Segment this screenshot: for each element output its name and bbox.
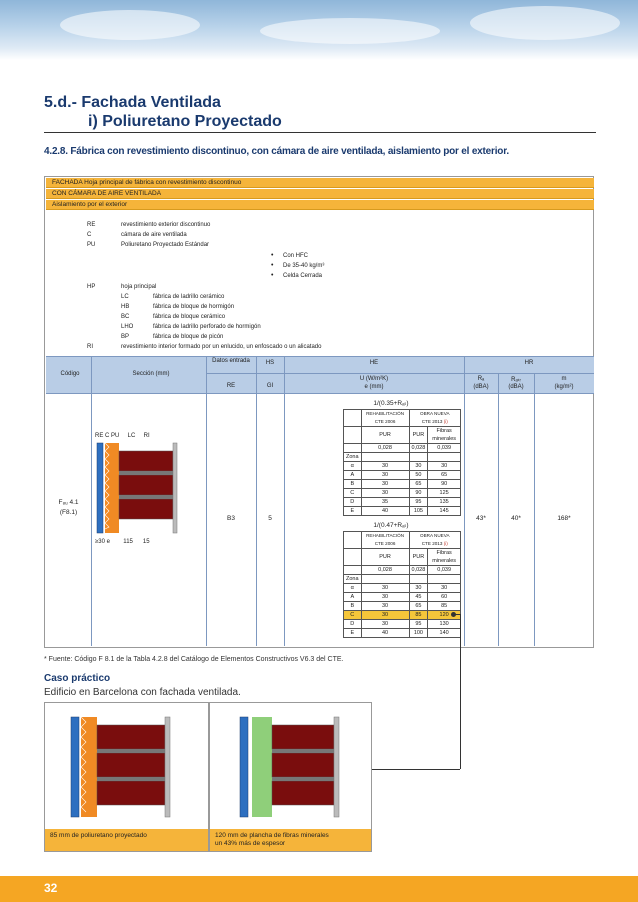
rehab-label: REHABILITACIÓN CTE 2006 xyxy=(361,532,409,549)
footnote: * Fuente: Código F 8.1 de la Tabla 4.2.8 del Catálogo de Elementos Constructivos V6.3 del CTE. xyxy=(44,656,344,663)
obra-ref: (i) xyxy=(443,541,448,546)
hp-item-desc: fábrica de bloque de hormigón xyxy=(153,304,235,310)
legend-desc: hoja principal xyxy=(121,284,157,290)
col-fibras: Fibras minerales xyxy=(428,427,461,444)
wall-section-fibras xyxy=(238,715,358,825)
row-ra: 43* xyxy=(476,515,486,522)
header-datos: Datos entrada xyxy=(212,358,250,364)
hp-item-code: LC xyxy=(121,294,129,300)
rehab-label: REHABILITACIÓN CTE 2006 xyxy=(361,410,409,427)
lambda: 0,028 xyxy=(361,566,409,575)
legend-code: RE xyxy=(87,222,96,228)
header-hr: HR xyxy=(524,360,534,366)
hp-item-code: BP xyxy=(121,334,130,340)
col-pur: PUR xyxy=(409,427,428,444)
case-caption-right xyxy=(210,829,371,851)
hp-item-desc: fábrica de bloque de picón xyxy=(153,334,224,340)
lambda: 0,028 xyxy=(409,566,428,575)
col-pur: PUR xyxy=(409,549,428,566)
wall-section-pur xyxy=(69,715,189,825)
section-top-labels: RE C PU LC RI xyxy=(95,433,150,439)
obra-label: OBRA NUEVA xyxy=(420,533,450,538)
table-row: A 30 45 60 xyxy=(344,593,461,602)
hp-item-desc: fábrica de bloque cerámico xyxy=(153,314,226,320)
header-hs: HS xyxy=(265,360,275,366)
lambda: 0,028 xyxy=(409,444,428,453)
header-he: HE xyxy=(369,360,379,366)
col-pur: PUR xyxy=(361,427,409,444)
case-image-left xyxy=(44,702,209,852)
hp-item-desc: fábrica de ladrillo perforado de hormigón xyxy=(153,324,261,330)
hp-item-code: HB xyxy=(121,304,130,310)
obra-sub: CTE 2013 xyxy=(421,541,443,546)
table-row: C 30 90 125 xyxy=(344,489,461,498)
lambda: 0,028 xyxy=(361,444,409,453)
sky-banner xyxy=(0,0,638,60)
legend-code: RI xyxy=(87,344,93,350)
case-description: Edificio en Barcelona con fachada ventilada. xyxy=(44,687,241,698)
thermal-table-1 xyxy=(343,409,461,516)
legend-desc: Poliuretano Proyectado Estándar xyxy=(121,242,210,248)
legend-code: HP xyxy=(87,284,96,290)
header-m-unit: (kg/m²) xyxy=(554,384,574,390)
table-row: D 35 95 135 xyxy=(344,498,461,507)
header-ratr-unit: (dBA) xyxy=(508,384,524,390)
row-code: F₈ᵤ 4.1 xyxy=(58,499,79,506)
figure-header-2: CON CÁMARA DE AIRE VENTILADA xyxy=(46,189,594,199)
obra-sub: CTE 2013 xyxy=(421,419,443,424)
table-row-highlighted: C 30 85 120 xyxy=(344,611,461,620)
title-rule xyxy=(44,132,596,133)
row-gi: 5 xyxy=(268,515,272,522)
row-code-ref: (F8.1) xyxy=(59,509,78,516)
hp-item-code: LHO xyxy=(121,324,134,330)
hp-item-code: BC xyxy=(121,314,130,320)
table-header xyxy=(46,356,594,394)
header-ra: Rₐ xyxy=(477,376,485,382)
lambda: 0,039 xyxy=(428,566,461,575)
case-caption-left: 85 mm de poliuretano proyectado xyxy=(45,829,208,851)
legend-desc: revestimiento interior formado por un enlucido, un enfoscado o un alicatado xyxy=(121,344,322,350)
pointer-line xyxy=(460,614,461,769)
table-row: A 30 50 65 xyxy=(344,471,461,480)
legend-desc: revestimiento exterior discontinuo xyxy=(121,222,211,228)
zona-label: Zona xyxy=(344,575,362,584)
case-title: Caso práctico xyxy=(44,673,111,684)
page-footer xyxy=(0,876,638,902)
case-image-right xyxy=(209,702,372,852)
row-re: B3 xyxy=(227,515,235,522)
legend-code: C xyxy=(87,232,92,238)
figure-header-1: FACHADA Hoja principal de fábrica con revestimiento discontinuo xyxy=(46,178,594,188)
table-row: E 40 105 145 xyxy=(344,507,461,516)
section-subtitle: i) Poliuretano Proyectado xyxy=(88,113,282,130)
header-ratr: Rₐₜᵣ xyxy=(511,377,521,383)
thermal-table-2 xyxy=(343,531,461,638)
legend-code: PU xyxy=(87,242,96,248)
row-m: 168* xyxy=(557,515,571,522)
table-row: B 30 65 85 xyxy=(344,602,461,611)
header-m: m xyxy=(561,376,567,382)
legend-desc: cámara de aire ventilada xyxy=(121,232,187,238)
pointer-line xyxy=(372,769,460,770)
table-row: B 30 65 90 xyxy=(344,480,461,489)
formula-1: 1/(0.35+Rₐₜ) xyxy=(373,400,409,407)
header-gi: GI xyxy=(266,383,274,389)
table-row: E 40 100 140 xyxy=(344,629,461,638)
header-ra-unit: (dBA) xyxy=(473,384,489,390)
bullet-item: • Con HFC xyxy=(283,253,308,259)
header-re: RE xyxy=(226,383,236,389)
bullet-item: • Celda Cerrada xyxy=(283,273,322,279)
table-row: α 30 30 30 xyxy=(344,462,461,471)
header-codigo: Código xyxy=(60,371,80,377)
section-drawing xyxy=(95,441,195,541)
hp-item-desc: fábrica de ladrillo cerámico xyxy=(153,294,225,300)
section-title: 5.d.- Fachada Ventilada xyxy=(44,94,221,111)
obra-label: OBRA NUEVA xyxy=(420,411,450,416)
figure-header-3: Aislamiento por el exterior xyxy=(46,200,594,210)
formula-2: 1/(0.47+Rₐₜ) xyxy=(373,522,409,529)
catalog-figure xyxy=(44,176,594,648)
bullet-item: • De 35-40 kg/m³ xyxy=(283,263,324,269)
page-number: 32 xyxy=(44,881,58,895)
obra-ref: (i) xyxy=(443,419,448,424)
col-pur: PUR xyxy=(361,549,409,566)
table-row: α 30 30 30 xyxy=(344,584,461,593)
header-u: U (W/m²K) xyxy=(359,376,389,382)
col-fibras: Fibras minerales xyxy=(428,549,461,566)
case-caption-right-2: un 43% más de espesor xyxy=(215,840,286,847)
subsection-heading: 4.2.8. Fábrica con revestimiento discontinuo, con cámara de aire ventilada, aislamiento por el exterior. xyxy=(44,146,509,157)
header-e: e (mm) xyxy=(364,384,384,390)
section-bottom-labels: ≥30 e 115 15 xyxy=(95,539,150,545)
lambda: 0,039 xyxy=(428,444,461,453)
header-seccion: Sección (mm) xyxy=(132,371,170,377)
table-row: D 30 95 130 xyxy=(344,620,461,629)
zona-label: Zona xyxy=(344,453,362,462)
row-ratr: 40* xyxy=(511,515,521,522)
case-caption-right-1: 120 mm de plancha de fibras minerales xyxy=(215,832,329,839)
